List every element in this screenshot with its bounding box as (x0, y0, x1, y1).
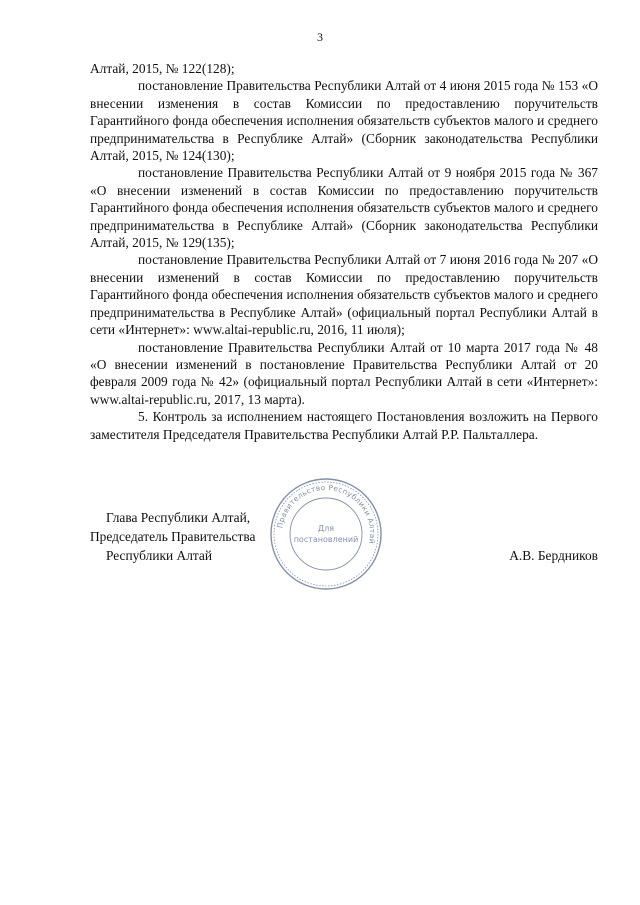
paragraph: Алтай, 2015, № 122(128); (90, 61, 235, 76)
paragraph: постановление Правительства Республики Алтай от 9 ноября 2015 года № 367 «О внесении изменений в состав Комиссии по предоставлению поручительств Гарантийного фонда обеспечения исполнения обязательств субъектов малого и среднего предпринимательства в Республике Алтай» (Сборник законодательства Республики Алтай, 2015, № 129(135); (90, 165, 598, 251)
page-number: 3 (317, 30, 323, 44)
signatory-title-line: Республики Алтай (106, 548, 213, 563)
paragraph: 5. Контроль за исполнением настоящего Постановления возложить на Первого заместителя Председателя Правительства Республики Алтай Р.Р. Пальталлера. (90, 409, 598, 442)
paragraph: постановление Правительства Республики Алтай от 10 марта 2017 года № 48 «О внесении изменений в постановление Правительства Республики Алтай от 20 февраля 2009 года № 42» (официальный портал Республики Алтай в сети «Интернет»: www.altai-republic.ru, 2017, 13 марта). (90, 339, 598, 407)
paragraph: постановление Правительства Республики Алтай от 7 июня 2016 года № 207 «О внесении изменений в состав Комиссии по предоставлению поручительств Гарантийного фонда обеспечения исполнения обязательств субъектов малого и среднего предпринимательства в Республике Алтай» (официальный портал Республики Алтай в сети «Интернет»: www.altai-republic.ru, 2016, 11 июля); (90, 252, 598, 338)
official-seal-stamp (268, 476, 384, 592)
svg-text:постановлений: постановлений (293, 535, 359, 544)
document-body (90, 60, 598, 443)
seal-graphic (268, 476, 384, 592)
svg-text:Правительство Республики Алтай: Правительство Республики Алтай (275, 482, 378, 545)
paragraph: постановление Правительства Республики Алтай от 4 июня 2015 года № 153 «О внесении изменения в состав Комиссии по предоставлению поручительств Гарантийного фонда обеспечения исполнения обязательств субъектов малого и среднего предпринимательства в Республике Алтай» (Сборник законодательства Республики Алтай, 2015, № 124(130); (90, 78, 598, 164)
svg-text:Для: Для (317, 524, 335, 533)
signatory-title-line: Глава Республики Алтай, (106, 510, 251, 525)
signatory-title-line: Председатель Правительства (90, 529, 256, 544)
signatory-name: А.В. Бердников (509, 548, 598, 563)
